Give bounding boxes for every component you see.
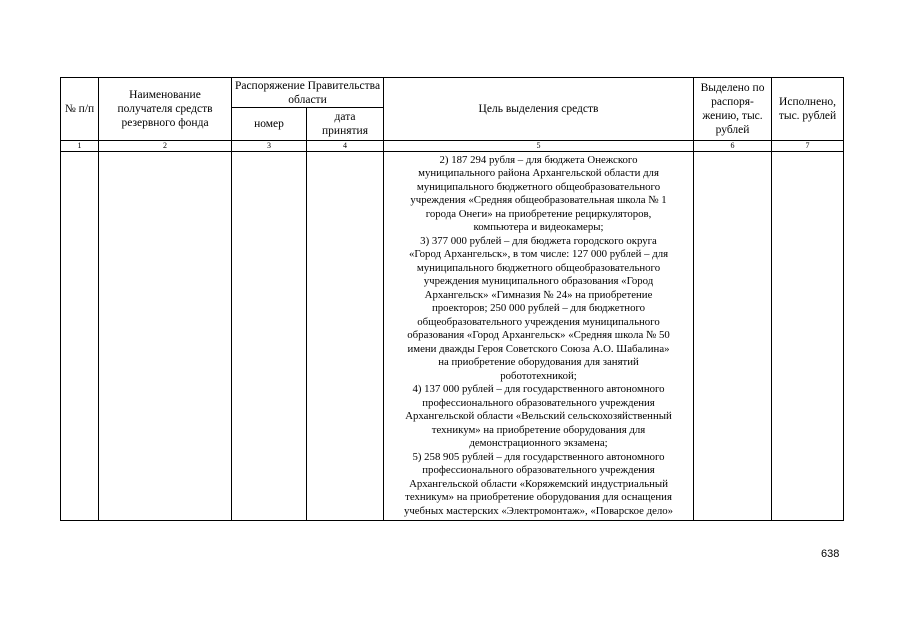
header-num: № п/п xyxy=(61,78,99,141)
purpose-line: компьютера и видеокамеры; xyxy=(473,221,604,234)
purpose-line: учреждения муниципального образования «Город xyxy=(423,275,654,288)
col-number: 1 xyxy=(61,141,99,152)
col-number: 2 xyxy=(99,141,232,152)
purpose-line: 5) 258 905 рублей – для государственного автономного xyxy=(412,450,665,463)
purpose-line: профессионального образовательного учреждения xyxy=(422,396,655,409)
cell-purpose xyxy=(384,152,694,521)
col-number: 4 xyxy=(307,141,384,152)
cell-order-date-empty xyxy=(307,152,384,521)
purpose-line: имени дважды Героя Советского Союза А.О. Шабалина» xyxy=(407,342,670,355)
purpose-line: муниципального бюджетного общеобразовательного xyxy=(416,180,661,193)
purpose-line: Архангельской области «Вельский сельскохозяйственный xyxy=(405,410,672,423)
cell-allocated-empty xyxy=(694,152,772,521)
col-number: 6 xyxy=(694,141,772,152)
purpose-line: общеобразовательного учреждения муниципального xyxy=(417,315,660,328)
purpose-line: Архангельск» «Гимназия № 24» на приобретение xyxy=(424,288,653,301)
col-number: 7 xyxy=(772,141,844,152)
header-order: Распоряжение Правительства области xyxy=(232,78,384,108)
purpose-line: профессионального образовательного учреждения xyxy=(422,464,655,477)
purpose-line: техникум» на приобретение оборудования для оснащения xyxy=(405,491,672,504)
header-order-number: номер xyxy=(232,108,307,141)
purpose-line: 2) 187 294 рубля – для бюджета Онежского xyxy=(439,153,638,166)
purpose-line: учреждения «Средняя общеобразовательная школа № 1 xyxy=(410,194,667,207)
purpose-line: Архангельской области «Коряжемский индустриальный xyxy=(409,477,668,490)
purpose-line: муниципального бюджетного общеобразовательного xyxy=(416,261,661,274)
column-numbers-row xyxy=(61,141,844,152)
cell-recipient-empty xyxy=(99,152,232,521)
purpose-line: 4) 137 000 рублей – для государственного автономного xyxy=(412,383,665,396)
purpose-line: демонстрационного экзамена; xyxy=(469,437,608,450)
purpose-line: 3) 377 000 рублей – для бюджета городского округа xyxy=(420,234,657,247)
header-recipient: Наименование получателя средств резервного фонда xyxy=(99,78,232,141)
cell-executed-empty xyxy=(772,152,844,521)
purpose-line: техникум» на приобретение оборудования для xyxy=(431,423,646,436)
table-row xyxy=(61,152,844,521)
purpose-line: учебных мастерских «Электромонтаж», «Поварское дело» xyxy=(403,504,674,517)
header-order-date: дата принятия xyxy=(307,108,384,141)
header-purpose: Цель выделения средств xyxy=(384,78,694,141)
header-row xyxy=(61,78,844,108)
header-allocated: Выделено по распоря-жению, тыс. рублей xyxy=(694,78,772,141)
purpose-line: «Город Архангельск», в том числе: 127 000 рублей – для xyxy=(408,248,669,261)
page-number: 638 xyxy=(821,548,840,560)
purpose-line: на приобретение оборудования для занятий xyxy=(438,356,639,369)
col-number: 5 xyxy=(384,141,694,152)
cell-order-number-empty xyxy=(232,152,307,521)
purpose-line: города Онеги» на приобретение рециркуляторов, xyxy=(425,207,652,220)
purpose-line: робототехникой; xyxy=(500,369,577,382)
purpose-text xyxy=(384,154,693,519)
cell-num-empty xyxy=(61,152,99,521)
purpose-line: проекторов; 250 000 рублей – для бюджетного xyxy=(431,302,646,315)
purpose-line: муниципального района Архангельской области для xyxy=(418,167,659,180)
col-number: 3 xyxy=(232,141,307,152)
reserve-fund-table xyxy=(60,77,844,521)
header-executed: Исполнено, тыс. рублей xyxy=(772,78,844,141)
purpose-line: образования «Город Архангельск» «Средняя школа № 50 xyxy=(407,329,670,342)
